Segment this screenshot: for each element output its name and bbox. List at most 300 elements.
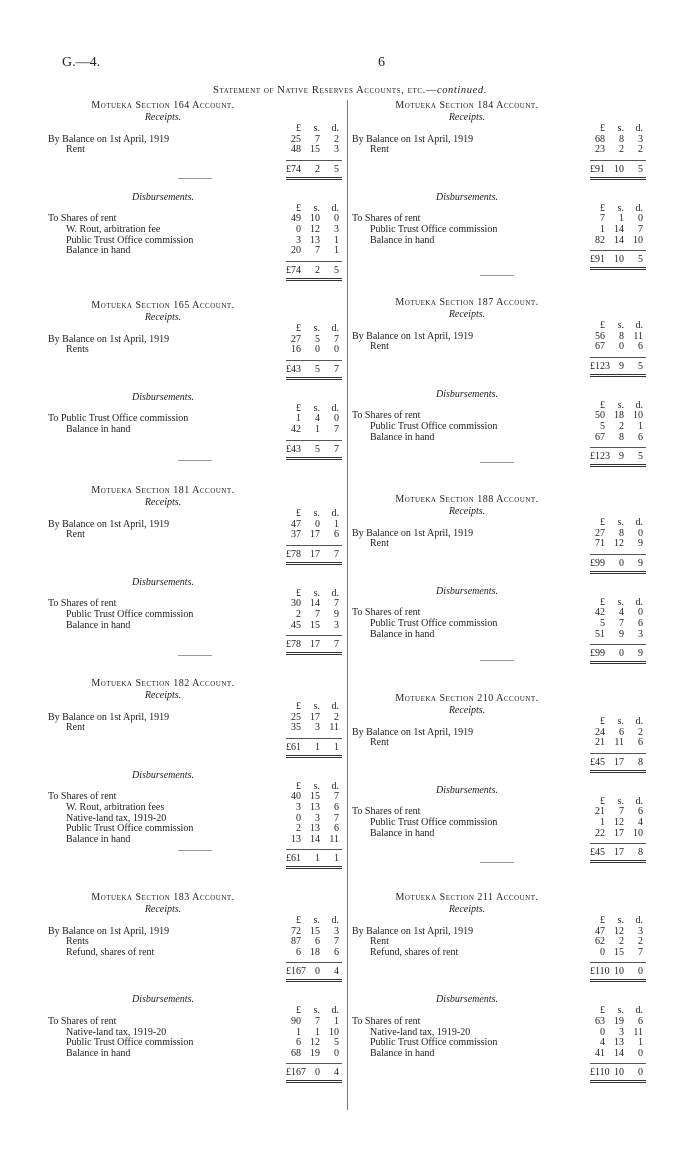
- entry-text: Balance on 1st April, 1919: [366, 330, 474, 342]
- disbursements-total-row: [352, 847, 652, 859]
- amount-pence: 1: [638, 420, 643, 432]
- amount-shillings: s.: [617, 517, 624, 528]
- amount-shillings: 17: [310, 529, 320, 541]
- receipt-row: [48, 530, 348, 541]
- disbursements-total-row: [352, 648, 652, 660]
- account-block: [48, 300, 348, 460]
- entry-text: Rent: [66, 529, 85, 541]
- entry-text: Public Trust Office commission: [66, 823, 194, 835]
- account-block: [48, 485, 348, 655]
- amount-pence: 6: [334, 529, 339, 541]
- amount-pounds: 68: [595, 133, 605, 145]
- amount-shillings: 1: [619, 213, 624, 225]
- amount-pence: d.: [331, 123, 339, 134]
- entry-text: Rents: [66, 344, 89, 356]
- sum-rule: [48, 356, 348, 364]
- disbursement-label: [66, 425, 130, 436]
- amount-pence: d.: [635, 517, 643, 528]
- amount-shillings: 13: [614, 1037, 624, 1049]
- disbursements-heading: Disbursements.: [436, 191, 498, 203]
- amount-pounds: £: [296, 323, 301, 334]
- entry-prefix: To: [48, 791, 59, 803]
- entry-text: Public Trust Office commission: [370, 420, 498, 432]
- receipt-row: [352, 948, 652, 959]
- amount-shillings: 3: [619, 1026, 624, 1038]
- entry-text: Shares of rent: [364, 410, 421, 422]
- amount-pence: 0: [638, 213, 643, 225]
- amount-shillings: 11: [614, 737, 624, 749]
- amount-shillings: 15: [310, 144, 320, 156]
- amount-shillings: s.: [313, 508, 320, 519]
- disbursements-total-row: [352, 254, 652, 266]
- amount-pence: 8: [638, 847, 643, 859]
- amount-shillings: 14: [310, 833, 320, 845]
- disbursement-row: [352, 829, 652, 840]
- amount-pounds: 72: [291, 925, 301, 937]
- receipts-heading: Receipts.: [448, 705, 486, 716]
- sum-rule: [352, 156, 652, 164]
- amount-pence: 3: [334, 144, 339, 156]
- receipt-row: [352, 332, 652, 343]
- amount-pence: 2: [638, 936, 643, 948]
- entry-text: Balance in hand: [370, 827, 435, 839]
- sum-rule: [48, 734, 348, 742]
- amount-pence: 1: [334, 1015, 339, 1027]
- entry-text: Public Trust Office commission: [66, 234, 194, 246]
- entry-text: Rent: [66, 722, 85, 734]
- total-double-rule: [48, 376, 348, 380]
- amount-pounds: 1: [600, 816, 605, 828]
- amount-pence: 5: [334, 264, 339, 276]
- entry-text: Shares of rent: [60, 1015, 117, 1027]
- amount-shillings: s.: [617, 1005, 624, 1017]
- disbursement-label: [370, 433, 434, 444]
- entry-text: Balance in hand: [370, 628, 435, 640]
- amount-shillings: 0: [619, 341, 624, 353]
- amount-pence: 7: [334, 598, 339, 610]
- spacer: [352, 773, 652, 785]
- receipt-label: [66, 145, 85, 156]
- amount-pounds: 1: [296, 1026, 301, 1038]
- section-separator: [480, 462, 514, 463]
- entry-prefix: To: [352, 410, 363, 422]
- amount-pence: 8: [638, 756, 643, 768]
- amount-pence: 5: [334, 163, 339, 175]
- amount-pence: 4: [638, 816, 643, 828]
- amount-shillings: 17: [614, 847, 624, 859]
- entry-text: Balance in hand: [370, 431, 435, 443]
- sum-rule: [48, 541, 348, 549]
- spacer: [48, 758, 348, 770]
- entry-prefix: By: [352, 330, 364, 342]
- section-separator: [178, 460, 212, 461]
- entry-text: Balance in hand: [370, 1047, 435, 1059]
- amount-pounds: 42: [595, 607, 605, 619]
- receipt-label: [66, 345, 89, 356]
- amount-shillings: 10: [614, 966, 624, 978]
- entry-text: Rent: [370, 936, 389, 948]
- disbursement-label: [370, 1049, 434, 1060]
- amount-shillings: 1: [315, 423, 320, 435]
- entry-prefix: To: [352, 607, 363, 619]
- receipt-label: [370, 948, 458, 959]
- amount-shillings: 14: [614, 223, 624, 235]
- amount-pounds: 0: [600, 1026, 605, 1038]
- amount-pounds: 42: [291, 423, 301, 435]
- amount-pence: 6: [638, 806, 643, 818]
- amount-pence: 11: [633, 330, 643, 342]
- amount-pence: d.: [635, 795, 643, 807]
- receipt-row: [48, 520, 348, 531]
- total-double-rule: [352, 463, 652, 467]
- disbursements-heading: Disbursements.: [132, 576, 194, 588]
- amount-shillings: 17: [614, 827, 624, 839]
- account-block: [352, 100, 652, 270]
- amount-pence: 0: [638, 966, 643, 978]
- receipt-row: [48, 948, 348, 959]
- amount-pounds: £: [296, 780, 301, 792]
- amount-pounds: £78: [286, 548, 301, 560]
- disbursement-label: [370, 630, 434, 641]
- amount-pounds: 13: [291, 833, 301, 845]
- amount-pence: 0: [334, 344, 339, 356]
- amount-shillings: 10: [614, 163, 624, 175]
- amount-shillings: 7: [315, 133, 320, 145]
- sum-rule: [352, 1059, 652, 1067]
- amount-shillings: 5: [315, 363, 320, 375]
- entry-text: Rent: [66, 144, 85, 156]
- sum-rule: [352, 958, 652, 966]
- amount-pence: 5: [638, 451, 643, 463]
- receipts-total-row: [48, 742, 348, 754]
- amount-pence: 3: [638, 628, 643, 640]
- total-double-rule: [48, 1079, 348, 1083]
- receipt-row: [48, 713, 348, 724]
- amount-pounds: 47: [291, 518, 301, 530]
- amount-shillings: 19: [614, 1015, 624, 1027]
- amount-pounds: 6: [296, 946, 301, 958]
- disbursement-label: [66, 621, 130, 632]
- amount-shillings: 4: [619, 607, 624, 619]
- amount-pence: 0: [334, 1047, 339, 1059]
- amount-shillings: 13: [310, 823, 320, 835]
- disbursement-label: [66, 246, 130, 257]
- total-double-rule: [48, 456, 348, 460]
- disbursement-row: [352, 433, 652, 444]
- receipt-row: [48, 723, 348, 734]
- entry-text: Native-land tax, 1919-20: [66, 812, 167, 824]
- receipts-heading: Receipts.: [144, 904, 182, 915]
- section-separator: [178, 178, 212, 179]
- amount-shillings: 1: [315, 853, 320, 865]
- entry-text: Balance on 1st April, 1919: [366, 527, 474, 539]
- receipt-label: [66, 948, 154, 959]
- amount-shillings: 6: [315, 936, 320, 948]
- amount-pence: 7: [334, 936, 339, 948]
- page-number: 6: [378, 55, 385, 70]
- receipts-total-row: [48, 164, 348, 176]
- amount-pounds: £167: [286, 966, 306, 978]
- entry-text: Balance on 1st April, 1919: [366, 726, 474, 738]
- amount-pence: 2: [334, 711, 339, 723]
- receipt-row: [352, 738, 652, 749]
- amount-pounds: 21: [595, 806, 605, 818]
- entry-prefix: To: [48, 413, 59, 425]
- amount-shillings: 9: [619, 628, 624, 640]
- entry-text: Refund, shares of rent: [370, 946, 459, 958]
- sum-rule: [352, 443, 652, 451]
- account-block: [352, 693, 652, 863]
- total-double-rule: [352, 570, 652, 574]
- amount-pounds: £45: [590, 756, 605, 768]
- amount-pounds: £99: [590, 557, 605, 569]
- section-separator: [480, 275, 514, 276]
- amount-pence: 7: [334, 443, 339, 455]
- entry-prefix: To: [352, 1015, 363, 1027]
- amount-pence: 7: [334, 548, 339, 560]
- amount-shillings: 8: [619, 431, 624, 443]
- amount-pounds: £: [296, 587, 301, 599]
- amount-shillings: s.: [313, 1005, 320, 1017]
- amount-pence: d.: [635, 123, 643, 134]
- amount-pounds: 0: [296, 223, 301, 235]
- disbursement-row: [48, 246, 348, 257]
- amount-shillings: s.: [313, 202, 320, 214]
- spacer: [352, 982, 652, 994]
- amount-pounds: 27: [595, 527, 605, 539]
- amount-shillings: 8: [619, 330, 624, 342]
- disbursements-total-row: [48, 853, 348, 865]
- statement-title-continued: continued.: [436, 85, 487, 96]
- amount-shillings: 15: [310, 925, 320, 937]
- amount-pence: d.: [331, 323, 339, 334]
- disbursement-row: [352, 1049, 652, 1060]
- amount-pence: 6: [334, 946, 339, 958]
- amount-pence: 6: [334, 823, 339, 835]
- sum-rule: [352, 749, 652, 757]
- sum-rule: [352, 246, 652, 254]
- amount-pence: d.: [331, 202, 339, 214]
- entry-text: Balance on 1st April, 1919: [62, 711, 170, 723]
- amount-shillings: s.: [313, 701, 320, 712]
- amount-pence: 5: [638, 254, 643, 266]
- amount-shillings: s.: [617, 123, 624, 134]
- disbursement-label: [370, 236, 434, 247]
- amount-shillings: 0: [315, 966, 320, 978]
- amount-pounds: 50: [595, 410, 605, 422]
- amount-shillings: 18: [310, 946, 320, 958]
- receipts-total-row: [48, 549, 348, 561]
- amount-pence: 3: [334, 223, 339, 235]
- receipt-label: [370, 342, 389, 353]
- amount-shillings: 5: [315, 443, 320, 455]
- entry-text: Shares of rent: [364, 607, 421, 619]
- entry-prefix: By: [48, 133, 60, 145]
- amount-pence: 7: [334, 423, 339, 435]
- amount-pence: d.: [635, 202, 643, 214]
- disbursements-total-row: [48, 1067, 348, 1079]
- receipts-heading: Receipts.: [144, 497, 182, 508]
- amount-shillings: 17: [310, 639, 320, 651]
- amount-pounds: £91: [590, 163, 605, 175]
- disbursements-total-row: [48, 265, 348, 277]
- disbursements-heading: Disbursements.: [132, 191, 194, 203]
- receipts-heading: Receipts.: [448, 904, 486, 915]
- entry-text: Balance in hand: [370, 234, 435, 246]
- total-double-rule: [352, 373, 652, 377]
- account-title: Motueka Section 165 Account.: [91, 300, 235, 311]
- amount-pence: d.: [331, 402, 339, 414]
- document-reference: G.—4.: [62, 55, 101, 70]
- receipt-row: [48, 345, 348, 356]
- amount-pounds: 27: [291, 333, 301, 345]
- amount-pounds: £: [296, 123, 301, 134]
- amount-pounds: 25: [291, 711, 301, 723]
- amount-shillings: 12: [614, 925, 624, 937]
- amount-shillings: 0: [315, 1067, 320, 1079]
- amount-pence: 6: [638, 617, 643, 629]
- amount-pounds: 67: [595, 341, 605, 353]
- amount-pounds: £123: [590, 451, 610, 463]
- amount-pence: 10: [633, 410, 643, 422]
- amount-shillings: s.: [617, 202, 624, 214]
- disbursements-heading: Disbursements.: [436, 585, 498, 597]
- disbursements-heading: Disbursements.: [436, 994, 498, 1006]
- total-double-rule: [352, 978, 652, 982]
- sum-rule: [48, 156, 348, 164]
- disbursement-label: [66, 1049, 130, 1060]
- amount-pounds: £167: [286, 1067, 306, 1079]
- disbursements-heading: Disbursements.: [132, 391, 194, 403]
- entry-text: Balance in hand: [66, 619, 131, 631]
- amount-shillings: s.: [617, 320, 624, 331]
- entry-text: Balance on 1st April, 1919: [366, 133, 474, 145]
- spacer: [48, 380, 348, 392]
- receipt-row: [352, 145, 652, 156]
- amount-shillings: 14: [614, 1047, 624, 1059]
- entry-prefix: By: [48, 711, 60, 723]
- amount-pounds: 48: [291, 144, 301, 156]
- amount-shillings: 1: [315, 1026, 320, 1038]
- amount-shillings: 4: [315, 413, 320, 425]
- amount-pence: 2: [334, 133, 339, 145]
- entry-text: Shares of rent: [364, 806, 421, 818]
- amount-pounds: £61: [286, 741, 301, 753]
- amount-pounds: £: [296, 915, 301, 926]
- amount-pence: 3: [334, 619, 339, 631]
- account-title: Motueka Section 164 Account.: [91, 100, 235, 111]
- disbursement-row: [48, 621, 348, 632]
- amount-pounds: 21: [595, 737, 605, 749]
- receipts-heading: Receipts.: [448, 309, 486, 320]
- entry-text: Public Trust Office commission: [370, 1037, 498, 1049]
- amount-shillings: 14: [310, 598, 320, 610]
- amount-shillings: s.: [617, 915, 624, 926]
- amount-shillings: 0: [315, 344, 320, 356]
- account-title: Motueka Section 182 Account.: [91, 678, 235, 689]
- amount-shillings: s.: [313, 915, 320, 926]
- entry-prefix: By: [352, 925, 364, 937]
- amount-shillings: 13: [310, 234, 320, 246]
- amount-shillings: s.: [313, 587, 320, 599]
- entry-text: Refund, shares of rent: [66, 946, 155, 958]
- amount-pounds: 1: [600, 223, 605, 235]
- total-double-rule: [48, 754, 348, 758]
- amount-shillings: 3: [315, 722, 320, 734]
- amount-pounds: 63: [595, 1015, 605, 1027]
- amount-pounds: 2: [296, 823, 301, 835]
- amount-pounds: 49: [291, 213, 301, 225]
- amount-shillings: 6: [619, 726, 624, 738]
- entry-text: Native-land tax, 1919-20: [370, 1026, 471, 1038]
- amount-pounds: £: [600, 320, 605, 331]
- spacer: [352, 180, 652, 192]
- amount-pounds: 67: [595, 431, 605, 443]
- amount-pounds: 0: [600, 946, 605, 958]
- section-separator: [480, 660, 514, 661]
- amount-pounds: £: [600, 123, 605, 134]
- amount-shillings: 7: [315, 608, 320, 620]
- amount-pence: 10: [633, 234, 643, 246]
- spacer: [48, 565, 348, 577]
- receipt-label: [66, 723, 85, 734]
- sum-rule: [352, 353, 652, 361]
- amount-pounds: 37: [291, 529, 301, 541]
- entry-text: Balance on 1st April, 1919: [62, 133, 170, 145]
- entry-prefix: To: [48, 213, 59, 225]
- spacer: [48, 982, 348, 994]
- amount-pence: 6: [638, 341, 643, 353]
- amount-pence: 6: [638, 431, 643, 443]
- amount-pence: d.: [635, 1005, 643, 1017]
- amount-pounds: 5: [600, 420, 605, 432]
- amount-pence: 9: [638, 648, 643, 660]
- amount-pounds: 3: [296, 801, 301, 813]
- amount-shillings: s.: [313, 123, 320, 134]
- receipts-total-row: [48, 966, 348, 978]
- amount-pounds: 45: [291, 619, 301, 631]
- total-double-rule: [352, 176, 652, 180]
- sum-rule: [48, 436, 348, 444]
- amount-shillings: 15: [614, 946, 624, 958]
- account-title: Motueka Section 210 Account.: [395, 693, 539, 704]
- receipts-total-row: [352, 966, 652, 978]
- receipts-heading: Receipts.: [144, 112, 182, 123]
- entry-text: W. Rout, arbitration fees: [66, 801, 165, 813]
- amount-pence: 0: [638, 607, 643, 619]
- amount-pounds: 25: [291, 133, 301, 145]
- amount-shillings: 2: [619, 936, 624, 948]
- amount-pence: d.: [331, 780, 339, 792]
- amount-pence: 11: [329, 722, 339, 734]
- receipt-label: [66, 530, 85, 541]
- entry-text: Rent: [370, 341, 389, 353]
- amount-pounds: 71: [595, 538, 605, 550]
- account-block: [352, 892, 652, 1083]
- disbursements-heading: Disbursements.: [436, 784, 498, 796]
- amount-pence: 11: [633, 1026, 643, 1038]
- amount-shillings: 7: [315, 1015, 320, 1027]
- entry-text: Shares of rent: [60, 598, 117, 610]
- amount-pounds: 56: [595, 330, 605, 342]
- amount-pence: 6: [638, 1015, 643, 1027]
- amount-pounds: 22: [595, 827, 605, 839]
- amount-pounds: 24: [595, 726, 605, 738]
- disbursement-label: [370, 829, 434, 840]
- amount-pounds: £: [600, 795, 605, 807]
- entry-text: Rents: [66, 936, 89, 948]
- entry-text: Public Trust Office commission: [370, 223, 498, 235]
